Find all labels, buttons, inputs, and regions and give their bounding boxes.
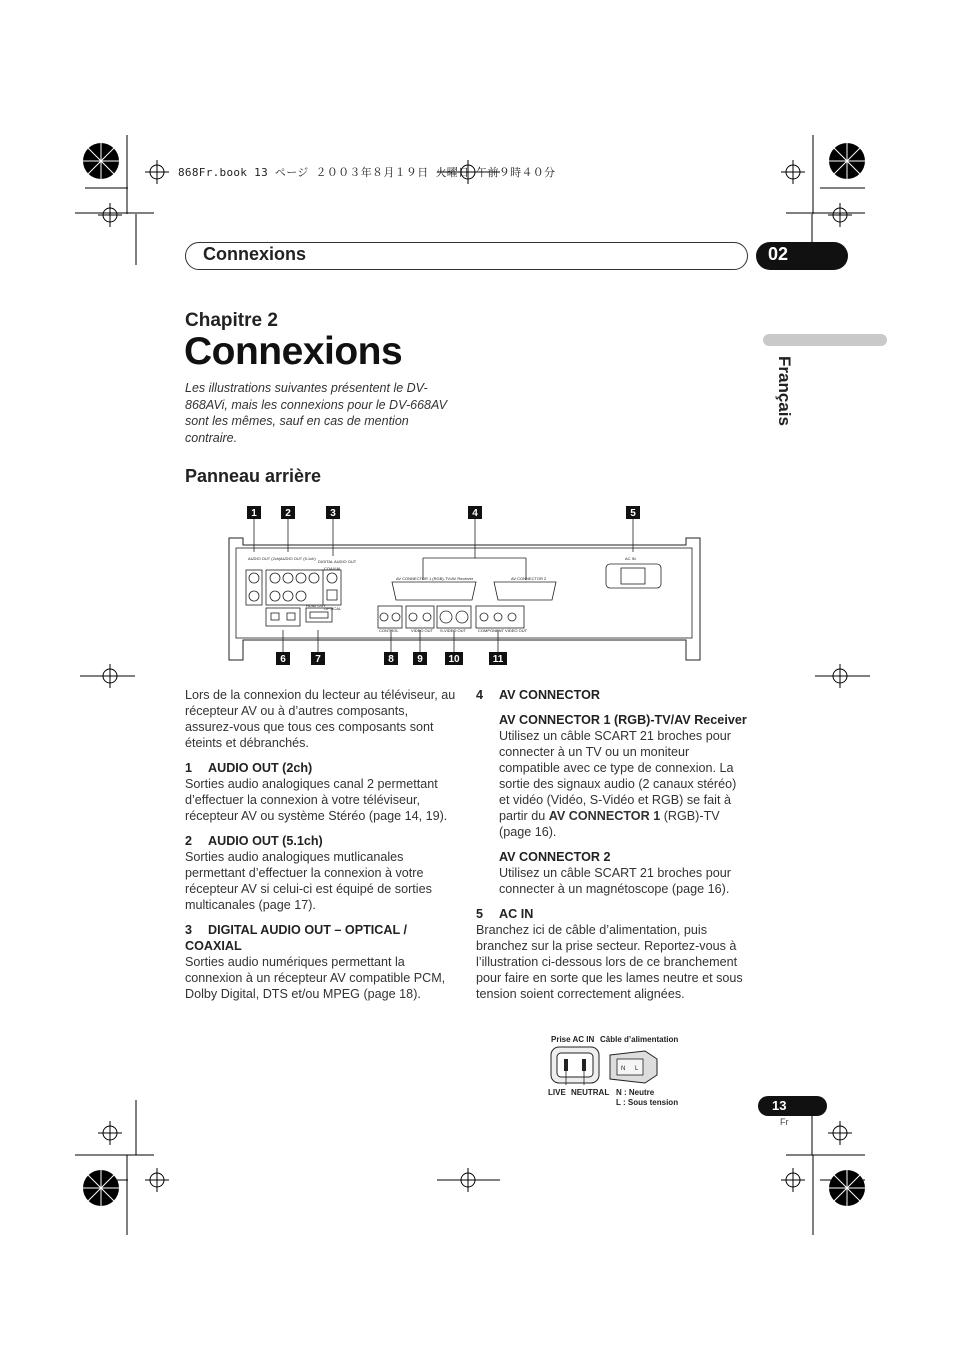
label-audio-2ch: AUDIO OUT (2ch) [248,556,281,561]
left-column [185,687,457,1002]
chapter-label: Chapitre 2 [185,310,278,331]
callout-2: 2 [285,508,291,519]
page-language: Fr [780,1117,789,1127]
language-label [772,356,800,436]
power-cable-label: Câble d’alimentation [600,1035,679,1044]
callout-4: 4 [472,508,478,519]
label-video-out: VIDEO OUT [411,628,434,633]
svg-text:L: L [635,1066,639,1072]
chapter-title: Connexions [184,330,403,373]
live-label: LIVE [548,1088,566,1097]
label-ac-in: AC IN [625,556,636,561]
label-component-video: COMPONENT VIDEO OUT [478,628,528,633]
chapter-intro: Les illustrations suivantes présentent le DV-868AVi, mais les connexions pour le DV-668AV sont les mêmes, sauf en cas de mention contraire. [185,381,447,445]
av2-body: Utilisez un câble SCART 21 broches pour connecter à un magnétoscope (page 16). [499,866,731,896]
callout-8: 8 [388,654,394,665]
left-intro: Lors de la connexion du lecteur au téléviseur, au récepteur AV ou à d’autres composants, assurez-vous que tous ces composants sont éteints et débranchés. [185,688,456,750]
legend-live: L : Sous tension [616,1098,679,1107]
callout-10: 10 [448,654,460,665]
callout-7: 7 [315,654,321,665]
item-5-body: Branchez ici de câble d’alimentation, puis branchez sur la prise secteur. Reportez-vous à l’illustration ci-dessous lors de ce branchement pour faire en sorte que les lames neutre et sous tension soient correctement alignées. [476,923,743,1001]
neutral-label: NEUTRAL [571,1088,610,1097]
chapter-number: 02 [768,244,789,264]
page-number: 13 [772,1098,787,1113]
item-3-body: Sorties audio numériques permettant la connexion à un récepteur AV compatible PCM, Dolby Digital, DTS et/ou MPEG (page 18). [185,955,446,1001]
callout-6: 6 [280,654,286,665]
label-control: CONTROL [379,628,399,633]
ac-plug-diagram [545,1045,665,1090]
label-av1: AV CONNECTOR 1 (RGB)-TV/AV Receiver [396,576,474,581]
label-av2: AV CONNECTOR 2 [511,576,547,581]
callout-11: 11 [492,654,504,665]
label-hdmi: HDMI OUT [306,603,326,608]
label-optical: OPTICAL [324,606,342,611]
header-title: Connexions [203,244,307,264]
label-audio-51: AUDIO OUT (5.1ch) [280,556,316,561]
ac-socket-label: Prise AC IN [551,1035,595,1044]
item-2-heading: 2 AUDIO OUT (5.1ch) [185,834,323,848]
rear-panel-diagram [226,500,706,675]
callout-3: 3 [330,508,336,519]
label-digital-audio: DIGITAL AUDIO OUT [318,559,357,564]
callout-5: 5 [630,508,636,519]
item-1-heading: 1 AUDIO OUT (2ch) [185,761,313,775]
av1-heading: AV CONNECTOR 1 (RGB)-TV/AV Receiver [499,713,747,727]
callouts-top [247,506,640,519]
print-header: 868Fr.book 13 ページ ２００３年８月１９日 火曜日 午前９時４０分 [178,166,556,179]
section-title: Panneau arrière [185,466,322,486]
callout-9: 9 [417,654,423,665]
page-number-pill [758,1096,827,1116]
item-4-heading: 4 AV CONNECTOR [476,688,600,702]
item-5-heading: 5 AC IN [476,907,534,921]
language-tab [763,334,887,346]
item-3-heading: 3 DIGITAL AUDIO OUT – OPTICAL / COAXIAL [185,923,407,953]
label-s-video-out: S-VIDEO OUT [440,628,467,633]
av2-heading: AV CONNECTOR 2 [499,850,611,864]
item-1-body: Sorties audio analogiques canal 2 permettant d’effectuer la connexion à votre téléviseur, récepteur AV ou système Stéréo (page 14, 19). [185,777,448,823]
right-column [476,687,748,1002]
av1-body: Utilisez un câble SCART 21 broches pour connecter à un TV ou un moniteur compatible avec ce type de connexion. La sortie des signaux audio (2 canaux stéréo) et vidéo (Vidéo, S-Vidéo et RGB) se fait à partir du AV CONNECTOR 1 (RGB)-TV (page 16). [499,729,737,839]
legend-neutral: N : Neutre [616,1088,655,1097]
item-2-body: Sorties audio analogiques mutlicanales permettant d’effectuer la connexion à votre récepteur AV si celui-ci est équipé de sorties multicanales (page 17). [185,850,432,912]
callout-1: 1 [251,508,257,519]
language-text: Français [775,356,794,426]
label-coaxial: COAXIAL [324,566,342,571]
svg-text:N: N [621,1066,626,1072]
